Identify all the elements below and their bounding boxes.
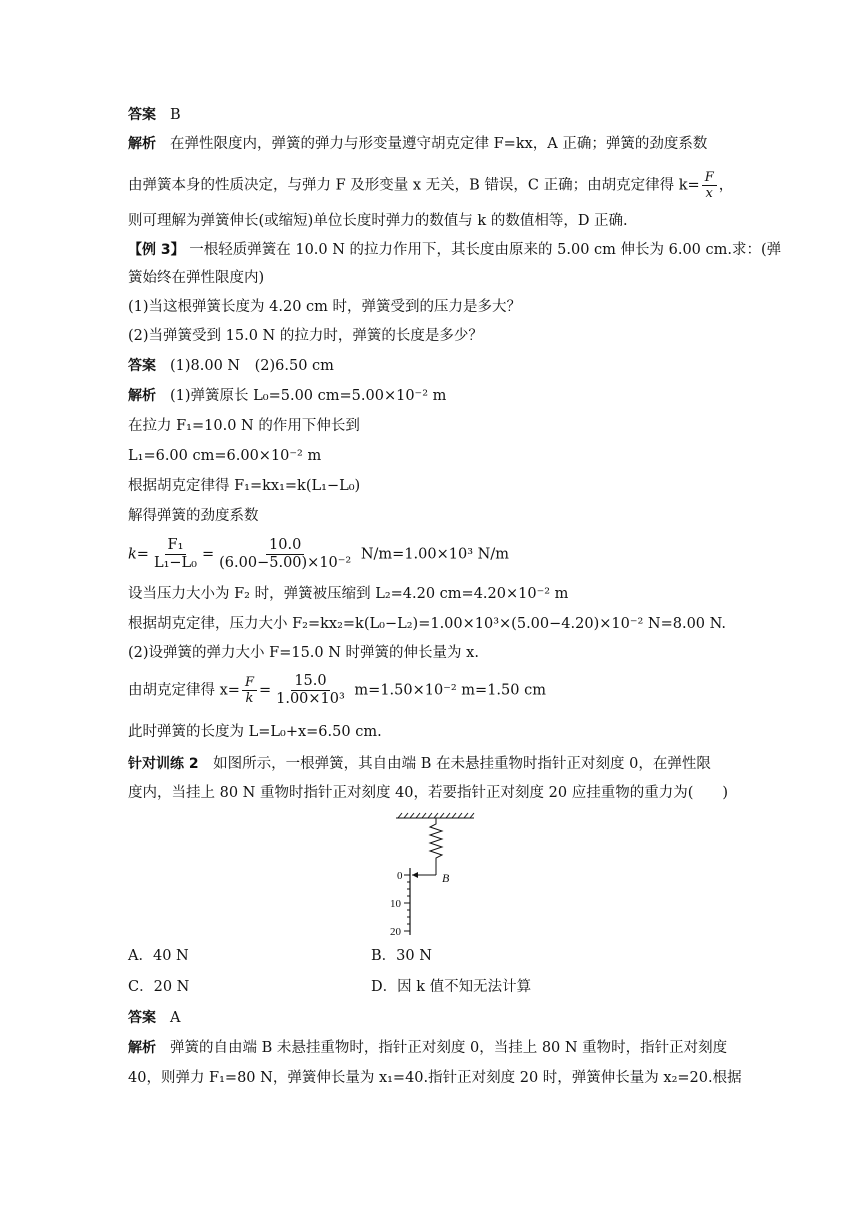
- formula-x-lhs: 由胡克定律得 x=: [128, 682, 240, 699]
- training-label: 针对训练 2: [128, 756, 199, 772]
- equals-sign: =: [258, 682, 272, 699]
- question-1: [128, 297, 521, 317]
- explanation-4-line-2: [128, 1068, 742, 1088]
- tick-label-20: 20: [390, 926, 401, 938]
- explanation-4-text-2: 40，则弹力 F₁=80 N，弹簧伸长量为 x₁=40.指针正对刻度 20 时，弹簧伸长量为 x₂=20.根据: [128, 1070, 742, 1086]
- question-2-text: (2)当弹簧受到 15.0 N 的拉力时，弹簧的长度是多少？: [128, 328, 483, 344]
- fraction-f1-over-dl: [151, 537, 200, 572]
- fraction-numerator: F: [242, 675, 257, 691]
- solution-text-5: 解得弹簧的劲度系数: [128, 508, 259, 524]
- ceiling-hatch: [396, 813, 474, 818]
- answer-label: 答案: [128, 1010, 156, 1026]
- example-text-2: 簧始终在弹性限度内): [128, 270, 265, 286]
- fraction-denominator: x: [705, 186, 713, 201]
- training-text-2: 度内，当挂上 80 N 重物时指针正对刻度 40，若要指针正对刻度 20 应挂重物的重力为( ): [128, 785, 729, 801]
- solution-line-3: [128, 446, 321, 466]
- explanation-text-3: 则可理解为弹簧伸长(或缩短)单位长度时弹力的数值与 k 的数值相等，D 正确.: [128, 213, 628, 229]
- fraction-numerator: 15.0: [291, 673, 329, 691]
- answer-label: 答案: [128, 107, 156, 123]
- solution-line-9: [128, 722, 382, 742]
- solution-text-8: (2)设弹簧的弹力大小 F=15.0 N 时弹簧的伸长量为 x.: [128, 645, 479, 661]
- option-d[interactable]: D．因 k 值不知无法计算: [371, 979, 532, 995]
- formula-k-rhs: N/m=1.00×10³ N/m: [356, 546, 509, 563]
- question-1-text: (1)当这根弹簧长度为 4.20 cm 时，弹簧受到的压力是多大？: [128, 299, 522, 315]
- tick-label-10: 10: [390, 898, 401, 910]
- formula-k: [128, 537, 509, 572]
- solution-line-6: [128, 584, 568, 604]
- solution-text-9: 此时弹簧的长度为 L=L₀+x=6.50 cm.: [128, 724, 382, 740]
- training-2-line-1: [128, 754, 711, 774]
- solution-line-5: [128, 506, 259, 526]
- answer-value: A: [170, 1010, 181, 1026]
- answer-line-3: [128, 356, 334, 376]
- solution-text-6: 设当压力大小为 F₂ 时，弹簧被压缩到 L₂=4.20 cm=4.20×10⁻² m: [128, 586, 569, 602]
- training-text-1: 如图所示，一根弹簧，其自由端 B 在未悬挂重物时指针正对刻度 0，在弹性限: [198, 756, 711, 772]
- example-text-1: 一根轻质弹簧在 10.0 N 的拉力作用下，其长度由原来的 5.00 cm 伸长为 6.00 cm.求：(弹: [184, 242, 782, 258]
- explanation-text-2b: ，: [718, 177, 734, 194]
- option-b[interactable]: B．30 N: [371, 948, 432, 964]
- answer-value: B: [170, 107, 181, 123]
- explanation-label: 解析: [128, 1040, 156, 1056]
- solution-text-7: 根据胡克定律，压力大小 F₂=kx₂=k(L₀−L₂)=1.00×10³×(5.00−4.20)×10⁻² N=8.00 N.: [128, 616, 726, 632]
- explanation-4-text-1: 弹簧的自由端 B 未悬挂重物时，指针正对刻度 0，当挂上 80 N 重物时，指针正对刻度: [170, 1040, 728, 1056]
- pointer-arrow: [412, 872, 418, 878]
- tick-label-0: 0: [397, 870, 403, 882]
- answer-label: 答案: [128, 358, 156, 374]
- explanation-line-2: [128, 170, 733, 201]
- fraction-f-over-k: [242, 675, 257, 706]
- fraction-denominator: 1.00×10³: [276, 691, 345, 707]
- fraction-values: [273, 673, 348, 708]
- spring-diagram: [388, 810, 488, 940]
- fraction-denominator: (6.00−5.00)×10⁻²: [219, 555, 352, 571]
- answer-value: (1)8.00 N (2)6.50 cm: [170, 358, 334, 374]
- fraction-numerator: F₁: [165, 537, 187, 555]
- scale-ticks: [404, 875, 410, 931]
- explanation-text-2: 由弹簧本身的性质决定，与弹力 F 及形变量 x 无关，B 错误，C 正确；由胡克定律得 k=: [128, 177, 700, 194]
- formula-k-lhs: k=: [128, 546, 149, 563]
- formula-x-rhs: m=1.50×10⁻² m=1.50 cm: [349, 682, 546, 699]
- solution-text-2: 在拉力 F₁=10.0 N 的作用下伸长到: [128, 418, 360, 434]
- fraction-denominator: L₁−L₀: [153, 555, 197, 571]
- question-2: [128, 326, 483, 346]
- fraction-f-over-x: [702, 170, 717, 201]
- fraction-values: [216, 537, 354, 572]
- solution-line-4: [128, 476, 360, 496]
- option-a[interactable]: A．40 N: [128, 948, 189, 964]
- solution-line-2: [128, 416, 360, 436]
- explanation-line-1: [128, 134, 707, 154]
- fraction-denominator: k: [245, 691, 254, 706]
- solution-line-1: [128, 386, 446, 406]
- training-2-line-2: [128, 783, 728, 803]
- option-c[interactable]: C．20 N: [128, 979, 190, 995]
- explanation-line-3: [128, 211, 628, 231]
- solution-text-3: L₁=6.00 cm=6.00×10⁻² m: [128, 448, 322, 464]
- equals-sign: =: [201, 546, 215, 563]
- solution-line-8: [128, 643, 479, 663]
- spring-coil: [430, 818, 442, 875]
- answer-line-1: [128, 105, 181, 125]
- solution-label: 解析: [128, 388, 156, 404]
- answer-line-4: [128, 1008, 180, 1028]
- example-tag: 【例 3】: [128, 242, 185, 258]
- solution-text-1: (1)弹簧原长 L₀=5.00 cm=5.00×10⁻² m: [170, 388, 447, 404]
- example-3-line-2: [128, 268, 264, 288]
- point-label-b: B: [442, 871, 450, 885]
- example-3-line-1: [128, 240, 781, 260]
- explanation-label: 解析: [128, 136, 156, 152]
- formula-x: [128, 673, 546, 708]
- fraction-numerator: 10.0: [266, 537, 304, 555]
- fraction-numerator: F: [702, 170, 717, 186]
- explanation-text-1: 在弹性限度内，弹簧的弹力与形变量遵守胡克定律 F=kx，A 正确；弹簧的劲度系数: [170, 136, 708, 152]
- explanation-4-line-1: [128, 1038, 727, 1058]
- solution-text-4: 根据胡克定律得 F₁=kx₁=k(L₁−L₀): [128, 478, 361, 494]
- solution-line-7: [128, 614, 726, 634]
